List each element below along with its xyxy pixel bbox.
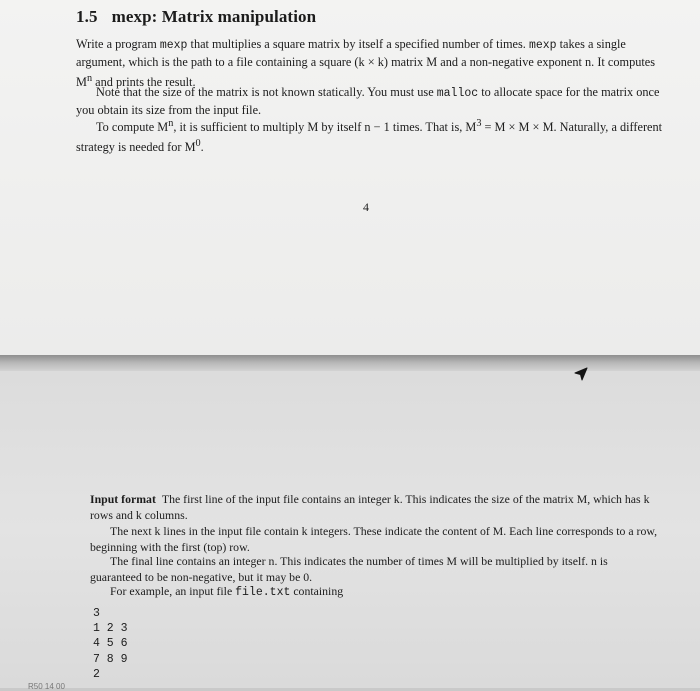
section-number: 1.5 xyxy=(76,7,98,26)
intro-text-4: and prints the result. xyxy=(92,74,196,89)
input-format-text-4a: For example, an input file xyxy=(110,584,236,598)
section-heading xyxy=(76,7,316,27)
intro-text-2: that multiplies a square matrix by itself a specified number of times. xyxy=(187,37,529,51)
compute-note-text-2: , it is sufficient to multiply M by itself n − 1 times. That is, M xyxy=(173,120,477,135)
page-number: 4 xyxy=(363,200,369,214)
intro-code-mexp-1: mexp xyxy=(159,39,188,52)
size-note-code-malloc: malloc xyxy=(436,87,479,100)
intro-text-1: Write a program xyxy=(76,37,160,51)
example-file-code-block xyxy=(93,606,128,682)
input-format-text-2: The next k lines in the input file contain k integers. These indicate the content of M. Each line corresponds to a row, beginning with the first (top) row. xyxy=(90,524,658,554)
size-note-text-2: to allocate space for the matrix once you obtain its size from the input file. xyxy=(76,85,660,118)
intro-paragraph xyxy=(76,36,674,90)
mouse-pointer-icon xyxy=(572,365,590,383)
size-note-paragraph xyxy=(76,84,674,119)
input-format-paragraph-2 xyxy=(90,524,660,555)
compute-note-text-1: To compute M xyxy=(96,120,169,135)
intro-code-mexp-2: mexp xyxy=(528,39,557,52)
compute-note-text-4: . xyxy=(200,139,204,154)
compute-note-paragraph xyxy=(76,116,674,155)
compute-note-sup-n: n xyxy=(168,118,174,129)
input-format-text-4b: containing xyxy=(290,584,344,598)
input-format-paragraph-1 xyxy=(90,492,660,523)
intro-text-3: takes a single argument, which is the path to a file containing a square (k × k) matrix M and a non-negative exponent n. It computes M xyxy=(76,37,656,89)
section-title: mexp: Matrix manipulation xyxy=(111,7,317,26)
input-format-heading: Input format xyxy=(90,492,156,506)
input-format-paragraph-4 xyxy=(90,584,660,601)
code-line: 4 5 6 xyxy=(93,637,128,651)
input-format-paragraph-3 xyxy=(90,554,660,585)
footer-fragment: R50 14 00 xyxy=(28,682,65,691)
code-line: 1 2 3 xyxy=(93,622,128,636)
compute-note-sup-0: 0 xyxy=(195,137,201,149)
compute-note-text-3: = M × M × M. Naturally, a different strategy is needed for M xyxy=(76,120,663,154)
compute-note-sup-3: 3 xyxy=(476,118,482,129)
intro-superscript-n: n xyxy=(86,72,93,84)
input-format-text-3: The final line contains an integer n. This indicates the number of times M will be multiplied by itself. n is guaranteed to be non-negative, but it may be 0. xyxy=(90,554,608,584)
code-line: 3 xyxy=(93,607,100,620)
input-format-text-1: The first line of the input file contains an integer k. This indicates the size of the matrix M, which has k rows and k columns. xyxy=(90,492,650,522)
input-format-code-filename: file.txt xyxy=(235,586,291,599)
size-note-text-1: Note that the size of the matrix is not known statically. You must use xyxy=(96,85,437,99)
code-line: 7 8 9 xyxy=(93,652,128,666)
code-line: 2 xyxy=(93,667,100,681)
